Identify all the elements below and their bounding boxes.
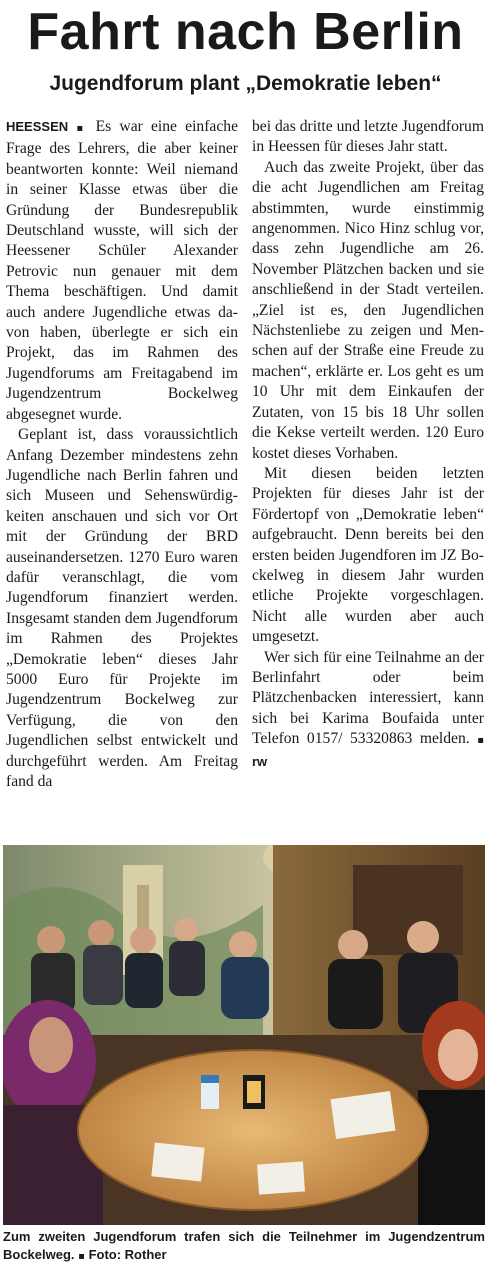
- paragraph: [252, 648, 484, 772]
- paragraph-text: Es war eine einfache Frage des Lehrers, die aber keiner beantworten konnte: Weil niemand in seiner Klasse etwas über die Gründung der Bundesrepublik Deutschland wusste, will sich der Heessener Schüler Alexander Petrovic nun genauer mit dem Thema beschäftigen. Und damit auch andere Jugendliche etwas davon haben, überlegte er sich ein Projekt, das im Rahmen des Jugendforums am Freitagabend im Jugendzentrum Bockelweg abgesegnet wurde.: [6, 118, 238, 423]
- paragraph: Auch das zweite Projekt, über das die acht Jugendlichen am Freitag abstimmten, wurde einstimmig angenommen. Nico Hinz schlug vor, dass zehn Jugendliche am 26. November Plätzchen backen und sie anschließend in der Stadt verteilen. „Ziel ist es, den Jugendlichen Nächstenliebe zu zeigen und Menschen auf der Straße eine Freude zu machen“, erklärte er. Los geht es um 10 Uhr mit dem Einkaufen der Zutaten, von 15 bis 18 Uhr sollen die Kekse verteilt werden. 120 Euro kostet dieses Vorhaben.: [252, 158, 484, 462]
- article-body: [6, 117, 484, 827]
- bullet-icon: ▪: [76, 123, 88, 134]
- author-initials: rw: [252, 753, 268, 769]
- bullet-icon: ▪: [477, 735, 484, 747]
- paragraph: bei das dritte und letzte Jugendforum in Heessen für dieses Jahr statt.: [252, 118, 484, 156]
- paragraph-text: Wer sich für eine Teilnahme an der Berlinfahrt oder beim Plätzchenbacken interessiert, kann sich bei Karima Boufaida unter Telefon 0157/ 53320863 melden.: [252, 648, 484, 748]
- group-photo: [3, 845, 485, 1225]
- photo-credit: Foto: Rother: [88, 1247, 167, 1262]
- dateline: HEESSEN: [6, 119, 69, 134]
- article-column-1: [6, 117, 238, 827]
- caption-text: Zum zweiten Jugendforum trafen sich die Teilnehmer im Jugendzentrum Bockelweg.: [3, 1229, 485, 1262]
- photo-caption: [3, 1228, 485, 1266]
- article-column-2: [252, 117, 484, 827]
- paragraph: Geplant ist, dass voraussichtlich Anfang Dezember mindestens zehn Jugendliche nach Berlin fahren und sich Museen und Sehenswürdigkeiten anschauen und sich vor Ort mit der Gründung der BRD auseinandersetzen. 1270 Euro waren dafür veranschlagt, die vom Jugendforum finanziert werden. Insgesamt standen dem Jugendforum im Rahmen des Projektes „Demokratie leben“ dieses Jahr 5000 Euro für Projekte im Jugendzentrum Bockelweg zur Verfügung, die von den Jugendlichen selbst entwickelt und durchgeführt werden. Am Freitag fand da: [6, 426, 238, 790]
- headline: Fahrt nach Berlin: [27, 3, 464, 61]
- bullet-icon: ▪: [78, 1251, 85, 1262]
- paragraph: [6, 117, 238, 425]
- paragraph: Mit diesen beiden letzten Projekten für dieses Jahr ist der Fördertopf von „Demokratie leben“ aufgebraucht. Denn bereits bei den ersten beiden Jugendforen im JZ Bockelweg in diesem Jahr wurden etliche Projekte vorgeschlagen. Nicht alle wurden aber auch umgesetzt.: [252, 464, 484, 646]
- subheadline: Jugendforum plant „Demokratie leben“: [49, 72, 442, 95]
